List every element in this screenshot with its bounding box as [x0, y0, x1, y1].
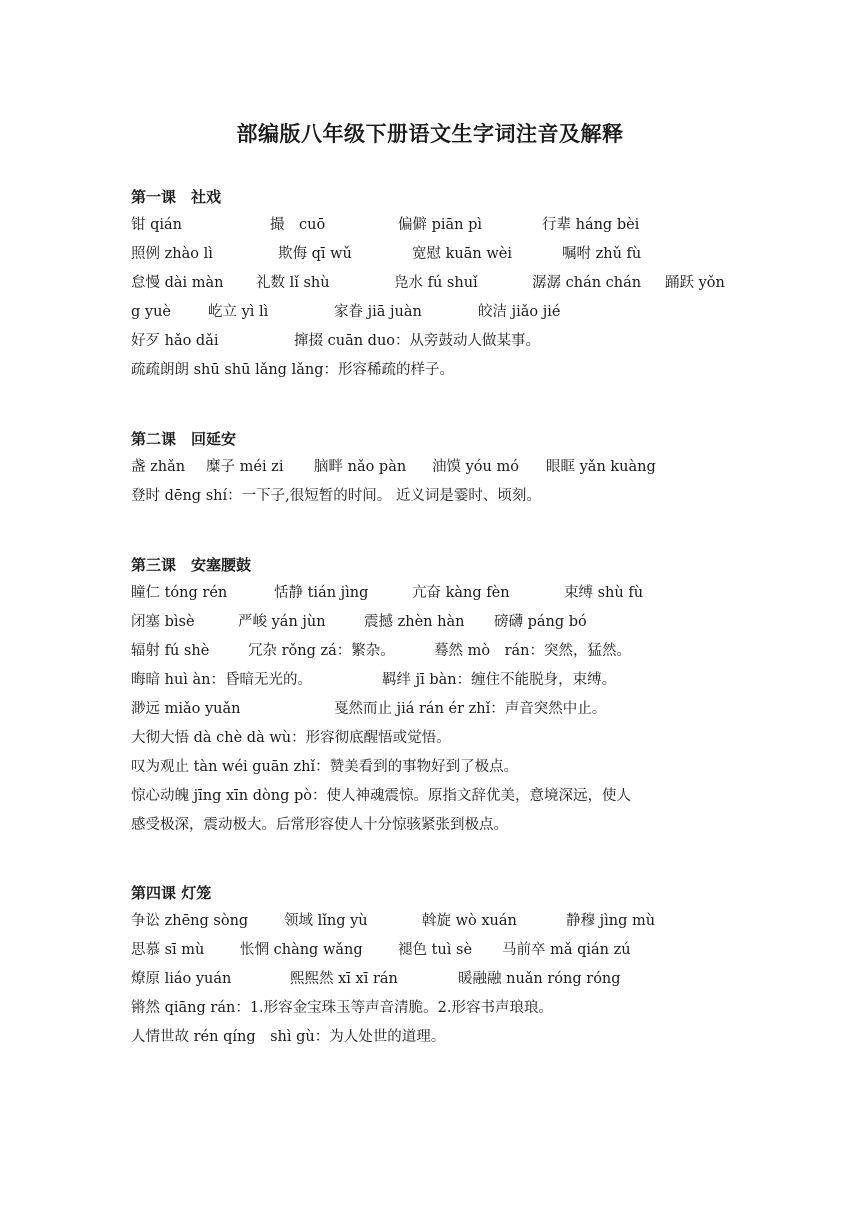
vocab-item: 怅惘 chàng wǎng: [240, 942, 363, 958]
vocab-item: g yuè: [131, 304, 172, 320]
vocab-item: 渺远 miǎo yuǎn: [131, 701, 241, 717]
vocab-item: 恬静 tián jìng: [274, 585, 369, 601]
vocab-item: 争讼 zhēng sòng: [131, 913, 249, 929]
document-title: 部编版八年级下册语文生字词注音及解释: [236, 121, 624, 146]
vocab-line: 惊心动魄 jīng xīn dòng pò：使人神魂震惊。原指文辞优美，意境深远，使人: [131, 788, 631, 804]
vocab-item: 亢奋 kàng fèn: [412, 585, 510, 601]
vocab-item: 戛然而止 jiá rán ér zhǐ：声音突然中止。: [334, 701, 607, 717]
vocab-item: 斡旋 wò xuán: [422, 913, 517, 929]
vocab-line: 登时 dēng shí：一下子,很短暂的时间。 近义词是霎时、顷刻。: [131, 488, 541, 504]
vocab-item: 行辈 háng bèi: [542, 217, 640, 233]
vocab-item: 怠慢 dài màn: [131, 275, 224, 291]
vocab-line: 感受极深，震动极大。后常形容使人十分惊骇紧张到极点。: [131, 817, 508, 833]
lesson-4-heading: 第四课 灯笼: [131, 884, 212, 902]
vocab-item: 燎原 liáo yuán: [131, 971, 232, 987]
vocab-item: 糜子 méi zi: [206, 459, 284, 475]
vocab-item: 油馍 yóu mó: [432, 459, 519, 475]
vocab-item: 偏僻 piān pì: [398, 217, 483, 233]
vocab-line: 大彻大悟 dà chè dà wù：形容彻底醒悟或觉悟。: [131, 730, 451, 746]
lesson-3-heading: 第三课 安塞腰鼓: [131, 556, 252, 574]
vocab-item: 闭塞 bìsè: [131, 614, 195, 630]
vocab-item: 撺掇 cuān duo：从旁鼓动人做某事。: [294, 333, 541, 349]
vocab-item: 钳 qián: [131, 217, 183, 233]
vocab-line: 人情世故 rén qíng shì gù：为人处世的道理。: [131, 1029, 446, 1045]
vocab-item: 瞳仁 tóng rén: [131, 585, 228, 601]
vocab-item: 晦暗 huì àn：昏暗无光的。: [131, 672, 313, 688]
vocab-line: 叹为观止 tàn wéi guān zhǐ：赞美看到的事物好到了极点。: [131, 759, 519, 775]
vocab-line: 锵然 qiāng rán：1.形容金宝珠玉等声音清脆。2.形容书声琅琅。: [131, 1000, 553, 1016]
vocab-item: 静穆 jìng mù: [566, 913, 656, 929]
vocab-item: 磅礴 páng bó: [494, 614, 587, 630]
vocab-item: 熙熙然 xī xī rán: [290, 971, 398, 987]
vocab-item: 屹立 yì lì: [208, 304, 269, 320]
vocab-item: 辐射 fú shè: [131, 643, 210, 659]
vocab-item: 领域 lǐng yù: [284, 913, 368, 929]
vocab-item: 撮 cuō: [270, 217, 326, 233]
vocab-item: 凫水 fú shuǐ: [394, 275, 478, 291]
vocab-item: 宽慰 kuān wèi: [412, 246, 512, 262]
vocab-item: 礼数 lǐ shù: [256, 275, 330, 291]
vocab-line: 疏疏朗朗 shū shū lǎng lǎng：形容稀疏的样子。: [131, 362, 454, 378]
vocab-item: 皎洁 jiǎo jié: [478, 304, 561, 320]
vocab-item: 震撼 zhèn hàn: [364, 614, 465, 630]
vocab-item: 束缚 shù fù: [564, 585, 644, 601]
vocab-item: 脑畔 nǎo pàn: [314, 459, 407, 475]
vocab-item: 嘱咐 zhǔ fù: [562, 246, 642, 262]
vocab-item: 暖融融 nuǎn róng róng: [458, 971, 621, 987]
vocab-item: 冗杂 rǒng zá：繁杂。: [248, 643, 395, 659]
vocab-item: 踊跃 yǒn: [665, 275, 725, 291]
vocab-item: 褪色 tuì sè: [398, 942, 473, 958]
vocab-item: 马前卒 mǎ qián zú: [502, 942, 631, 958]
vocab-item: 欺侮 qī wǔ: [278, 246, 352, 262]
vocab-item: 好歹 hǎo dǎi: [131, 333, 219, 349]
vocab-item: 严峻 yán jùn: [238, 614, 326, 630]
lesson-1-heading: 第一课 社戏: [131, 188, 222, 206]
vocab-item: 蓦然 mò rán：突然，猛然。: [434, 643, 632, 659]
lesson-2-heading: 第二课 回延安: [131, 430, 237, 448]
vocab-item: 羁绊 jī bàn：缠住不能脱身，束缚。: [382, 672, 617, 688]
vocab-item: 家眷 jiā juàn: [334, 304, 422, 320]
vocab-item: 思慕 sī mù: [131, 942, 205, 958]
vocab-item: 照例 zhào lì: [131, 246, 213, 262]
vocab-item: 眼眶 yǎn kuàng: [546, 459, 656, 475]
vocab-item: 盏 zhǎn: [131, 459, 186, 475]
vocab-item: 潺潺 chán chán: [532, 275, 642, 291]
